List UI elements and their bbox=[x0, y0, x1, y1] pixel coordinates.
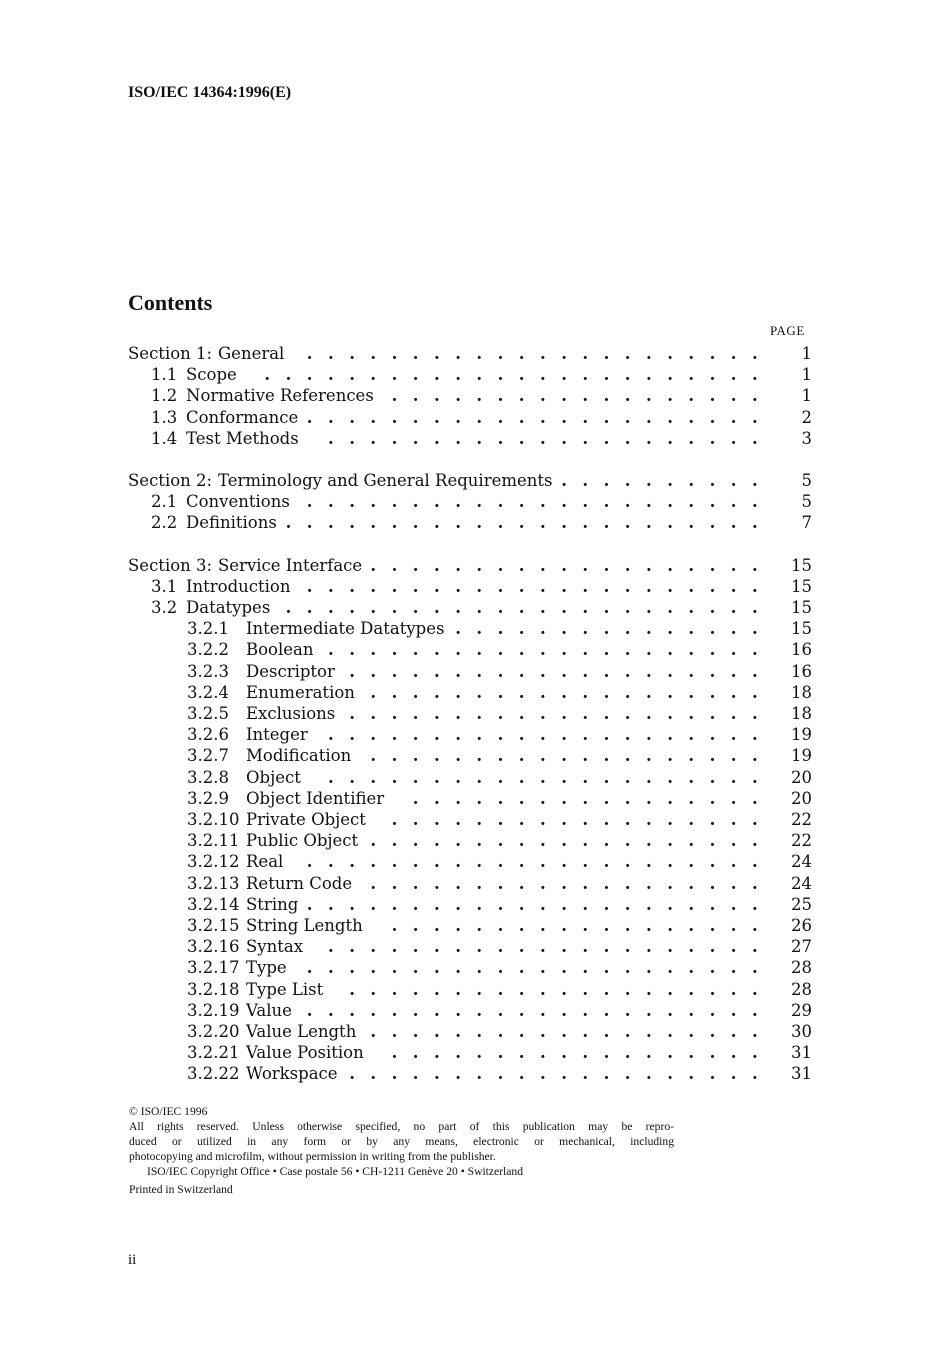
toc-entry-title: String bbox=[246, 894, 299, 914]
toc-entry-number: 2.1 bbox=[151, 492, 178, 512]
dot-leader: . . . . . . . . . . . . . . . . . . bbox=[391, 1043, 758, 1063]
toc-entry-number: 3.2.22 bbox=[187, 1064, 240, 1084]
toc-entry bbox=[0, 619, 950, 639]
toc-entry-page: 15 bbox=[791, 598, 812, 617]
toc-entry-title: Private Object bbox=[246, 810, 366, 829]
toc-entry bbox=[0, 831, 950, 851]
toc-entry-page: 16 bbox=[791, 640, 812, 660]
toc-entry-number: Section 2: bbox=[128, 471, 213, 490]
dot-leader: . . . . . . . . . . . . . . . . . . . . . bbox=[328, 767, 758, 787]
toc-entry-number: 3.2.8 bbox=[187, 767, 229, 787]
toc-entry-number: 3.2.6 bbox=[187, 725, 229, 745]
toc-entry-title: Modification bbox=[246, 746, 352, 766]
dot-leader: . . . . . . . . . . . . . . . . . . bbox=[391, 810, 758, 829]
toc-entry-page: 20 bbox=[791, 767, 812, 787]
toc-entry-title: Real bbox=[246, 852, 284, 872]
copyright-office-address: ISO/IEC Copyright Office • Case postale 56 • CH-1211 Genève 20 • Switzerland bbox=[147, 1165, 524, 1178]
toc-entry-number: 1.2 bbox=[151, 386, 178, 406]
toc-entry-number: 3.2.15 bbox=[187, 916, 240, 935]
toc-entry bbox=[0, 704, 950, 724]
toc-entry-title: Value bbox=[246, 1000, 292, 1020]
toc-entry-number: 3.2.10 bbox=[187, 810, 240, 829]
page-number: ii bbox=[128, 1252, 137, 1268]
dot-leader: . . . . . . . . . . . . . . . . . . . . bbox=[349, 979, 758, 999]
toc-entry-title: Service Interface bbox=[218, 555, 363, 575]
toc-entry bbox=[0, 768, 950, 788]
dot-leader: . . . . . . . . . . . . . . . . . . . . . . bbox=[306, 1000, 758, 1020]
toc-entry bbox=[0, 513, 950, 533]
toc-entry-number: 1.3 bbox=[151, 407, 178, 427]
toc-entry-number: 3.2 bbox=[151, 598, 178, 617]
copyright-notice bbox=[129, 1104, 674, 1197]
toc-section-entry bbox=[0, 471, 950, 491]
toc-entry-page: 26 bbox=[791, 916, 812, 935]
toc-entry-title: General bbox=[218, 344, 285, 363]
page-column-label: PAGE bbox=[770, 323, 805, 338]
toc-entry-page: 19 bbox=[791, 725, 812, 745]
toc-entry-number: 3.2.20 bbox=[187, 1022, 240, 1041]
toc-entry-page: 30 bbox=[791, 1022, 812, 1041]
toc-entry bbox=[0, 746, 950, 766]
toc-entry-page: 1 bbox=[801, 344, 812, 363]
contents-heading: Contents bbox=[128, 290, 213, 315]
toc-entry-number: 3.2.9 bbox=[187, 788, 229, 808]
toc-entry-number: 3.2.16 bbox=[187, 937, 240, 957]
toc-entry-page: 18 bbox=[791, 682, 812, 702]
toc-entry-page: 15 bbox=[791, 555, 812, 575]
dot-leader: . . . . . . . . . . . . . . . bbox=[455, 619, 758, 639]
toc-entry-page: 28 bbox=[791, 979, 812, 999]
toc-entry-title: Conventions bbox=[186, 492, 290, 512]
printed-in: Printed in Switzerland bbox=[129, 1183, 233, 1196]
toc-entry-number: 3.2.7 bbox=[187, 746, 229, 766]
toc-entry-page: 2 bbox=[801, 407, 812, 427]
toc-entry-title: Conformance bbox=[186, 407, 299, 427]
toc-entry-page: 24 bbox=[791, 873, 812, 893]
toc-entry-title: Intermediate Datatypes bbox=[246, 619, 445, 639]
toc-entry-number: 1.4 bbox=[151, 428, 178, 448]
toc-entry-number: 3.2.19 bbox=[187, 1000, 240, 1020]
toc-entry-page: 18 bbox=[791, 704, 812, 723]
toc-entry-title: Terminology and General Requirements bbox=[218, 471, 553, 490]
toc-entry-number: 3.2.17 bbox=[187, 958, 240, 978]
dot-leader: . . . . . . . . . . . . . . . . . . . bbox=[370, 555, 758, 575]
toc-entry-title: Exclusions bbox=[246, 704, 336, 723]
toc-entry-title: Datatypes bbox=[186, 598, 271, 617]
toc-entry bbox=[0, 640, 950, 660]
dot-leader: . . . . . . . . . . . . . . . . . . . bbox=[370, 682, 758, 702]
toc-entry-page: 7 bbox=[801, 513, 812, 533]
dot-leader: . . . . . . . . . . . . . . . . . . . bbox=[370, 746, 758, 766]
toc-entry-title: Type bbox=[246, 958, 287, 978]
toc-entry bbox=[0, 1043, 950, 1063]
toc-entry-page: 20 bbox=[791, 788, 812, 808]
toc-entry bbox=[0, 1022, 950, 1042]
dot-leader: . . . . . . . . . . . . . . . . . . . . . bbox=[328, 937, 758, 957]
dot-leader: . . . . . . . . . . . . . . . . . . . . . bbox=[328, 725, 758, 745]
dot-leader: . . . . . . . . . . . . . . . . . . . . . . bbox=[306, 894, 758, 914]
toc-entry-number: 3.1 bbox=[151, 576, 178, 596]
toc-entry-title: Type List bbox=[246, 979, 324, 999]
toc-entry-number: 3.2.3 bbox=[187, 661, 229, 681]
dot-leader: . . . . . . . . . . . . . . . . . . . . . . . . bbox=[264, 365, 758, 385]
toc-entry bbox=[0, 365, 950, 385]
toc-entry-title: Public Object bbox=[246, 831, 359, 851]
toc-entry-page: 31 bbox=[791, 1064, 812, 1084]
dot-leader: . . . . . . . . . . . . . . . . . . . . . . bbox=[306, 576, 758, 596]
toc-entry-title: Object Identifier bbox=[246, 788, 385, 808]
toc-entry-title: Introduction bbox=[186, 576, 291, 596]
toc-entry-number: 3.2.18 bbox=[187, 979, 240, 999]
toc-entry-number: 3.2.5 bbox=[187, 704, 229, 723]
toc-entry bbox=[0, 1064, 950, 1084]
dot-leader: . . . . . . . . . . . . . . . . . . . . bbox=[349, 661, 758, 681]
toc-entry bbox=[0, 895, 950, 915]
toc-entry bbox=[0, 386, 950, 406]
toc-entry-number: 3.2.12 bbox=[187, 852, 240, 872]
toc-entry bbox=[0, 1001, 950, 1021]
dot-leader: . . . . . . . . . . bbox=[561, 471, 758, 490]
rights-text: photocopying and microfilm, without permission in writing from the publisher. bbox=[129, 1150, 496, 1163]
dot-leader: . . . . . . . . . . . . . . . . . . . . . . bbox=[306, 958, 758, 978]
toc-entry-page: 19 bbox=[791, 746, 812, 766]
toc-entry-page: 3 bbox=[801, 428, 812, 448]
dot-leader: . . . . . . . . . . . . . . . . . . . . bbox=[349, 704, 758, 723]
standard-identifier: ISO/IEC 14364:1996(E) bbox=[128, 84, 292, 101]
toc-entry bbox=[0, 874, 950, 894]
toc-section-entry bbox=[0, 344, 950, 364]
toc-entry-page: 25 bbox=[791, 894, 812, 914]
toc-entry-number: Section 1: bbox=[128, 344, 213, 363]
toc-entry bbox=[0, 789, 950, 809]
toc-entry bbox=[0, 852, 950, 872]
rights-text: All rights reserved. Unless otherwise specified, no part of this publication may be repro- bbox=[129, 1120, 674, 1133]
toc-entry-number: 1.1 bbox=[151, 365, 178, 385]
toc-entry bbox=[0, 492, 950, 512]
toc-entry bbox=[0, 958, 950, 978]
toc-entry-title: Syntax bbox=[246, 937, 304, 957]
toc-entry-number: 3.2.1 bbox=[187, 619, 229, 639]
toc-entry-page: 15 bbox=[791, 576, 812, 596]
dot-leader: . . . . . . . . . . . . . . . . . . . . . bbox=[328, 428, 758, 448]
dot-leader: . . . . . . . . . . . . . . . . . . . . . . bbox=[306, 852, 758, 872]
toc-entry-title: String Length bbox=[246, 916, 363, 935]
dot-leader: . . . . . . . . . . . . . . . . . . . bbox=[370, 1022, 758, 1041]
toc-entry-page: 16 bbox=[791, 661, 812, 681]
copyright-line: © ISO/IEC 1996 bbox=[129, 1105, 208, 1118]
toc-entry-title: Normative References bbox=[186, 386, 374, 406]
dot-leader: . . . . . . . . . . . . . . . . . bbox=[412, 788, 758, 808]
toc-entry-page: 29 bbox=[791, 1000, 812, 1020]
toc-entry bbox=[0, 429, 950, 449]
toc-entry bbox=[0, 725, 950, 745]
dot-leader: . . . . . . . . . . . . . . . . . . . . . . bbox=[306, 344, 758, 363]
toc-entry bbox=[0, 980, 950, 1000]
toc-entry-number: 2.2 bbox=[151, 513, 178, 533]
toc-entry-title: Value Length bbox=[246, 1022, 357, 1041]
toc-entry-title: Return Code bbox=[246, 873, 353, 893]
toc-entry-title: Definitions bbox=[186, 513, 277, 533]
toc-entry-title: Value Position bbox=[246, 1043, 364, 1063]
toc-entry-number: 3.2.4 bbox=[187, 682, 229, 702]
toc-entry bbox=[0, 598, 950, 618]
toc-section-entry bbox=[0, 556, 950, 576]
toc-entry-page: 28 bbox=[791, 958, 812, 978]
toc-entry-title: Integer bbox=[246, 725, 308, 745]
toc-entry bbox=[0, 408, 950, 428]
toc-entry-number: 3.2.11 bbox=[187, 831, 240, 851]
dot-leader: . . . . . . . . . . . . . . . . . . bbox=[391, 916, 758, 935]
toc-entry-title: Enumeration bbox=[246, 682, 355, 702]
toc-entry-title: Descriptor bbox=[246, 661, 335, 681]
toc-entry-page: 27 bbox=[791, 937, 812, 957]
dot-leader: . . . . . . . . . . . . . . . . . . . . . . . bbox=[285, 598, 758, 617]
toc-entry bbox=[0, 916, 950, 936]
dot-leader: . . . . . . . . . . . . . . . . . . . . . . bbox=[306, 492, 758, 512]
toc-entry-number: 3.2.14 bbox=[187, 894, 240, 914]
toc-entry-page: 22 bbox=[791, 831, 812, 851]
toc-entry-title: Boolean bbox=[246, 640, 314, 660]
toc-entry-page: 1 bbox=[801, 386, 812, 406]
toc-entry-title: Workspace bbox=[246, 1064, 338, 1084]
dot-leader: . . . . . . . . . . . . . . . . . . . . . bbox=[328, 640, 758, 660]
toc-entry-page: 5 bbox=[801, 492, 812, 512]
toc-entry-number: 3.2.21 bbox=[187, 1043, 240, 1063]
dot-leader: . . . . . . . . . . . . . . . . . . . . bbox=[349, 1064, 758, 1084]
toc-entry-page: 1 bbox=[801, 365, 812, 385]
toc-entry bbox=[0, 662, 950, 682]
dot-leader: . . . . . . . . . . . . . . . . . . . . . . bbox=[306, 407, 758, 427]
toc-entry-page: 24 bbox=[791, 852, 812, 872]
toc-entry-page: 15 bbox=[791, 619, 812, 639]
toc-entry bbox=[0, 683, 950, 703]
toc-entry-page: 5 bbox=[801, 471, 812, 490]
toc-entry-page: 31 bbox=[791, 1043, 812, 1063]
dot-leader: . . . . . . . . . . . . . . . . . . bbox=[391, 386, 758, 406]
toc-entry-number: 3.2.2 bbox=[187, 640, 229, 660]
toc-entry-number: 3.2.13 bbox=[187, 873, 240, 893]
toc-entry-title: Test Methods bbox=[186, 428, 299, 448]
toc-entry-title: Scope bbox=[186, 365, 237, 385]
rights-text: duced or utilized in any form or by any means, electronic or mechanical, including bbox=[129, 1135, 674, 1148]
toc-entry-number: Section 3: bbox=[128, 555, 213, 575]
dot-leader: . . . . . . . . . . . . . . . . . . . bbox=[370, 873, 758, 893]
toc-entry-page: 22 bbox=[791, 810, 812, 829]
dot-leader: . . . . . . . . . . . . . . . . . . . . . . . bbox=[285, 513, 758, 533]
toc-entry bbox=[0, 937, 950, 957]
toc-entry bbox=[0, 577, 950, 597]
toc-entry bbox=[0, 810, 950, 830]
toc-entry-title: Object bbox=[246, 767, 301, 787]
dot-leader: . . . . . . . . . . . . . . . . . . . bbox=[370, 831, 758, 851]
